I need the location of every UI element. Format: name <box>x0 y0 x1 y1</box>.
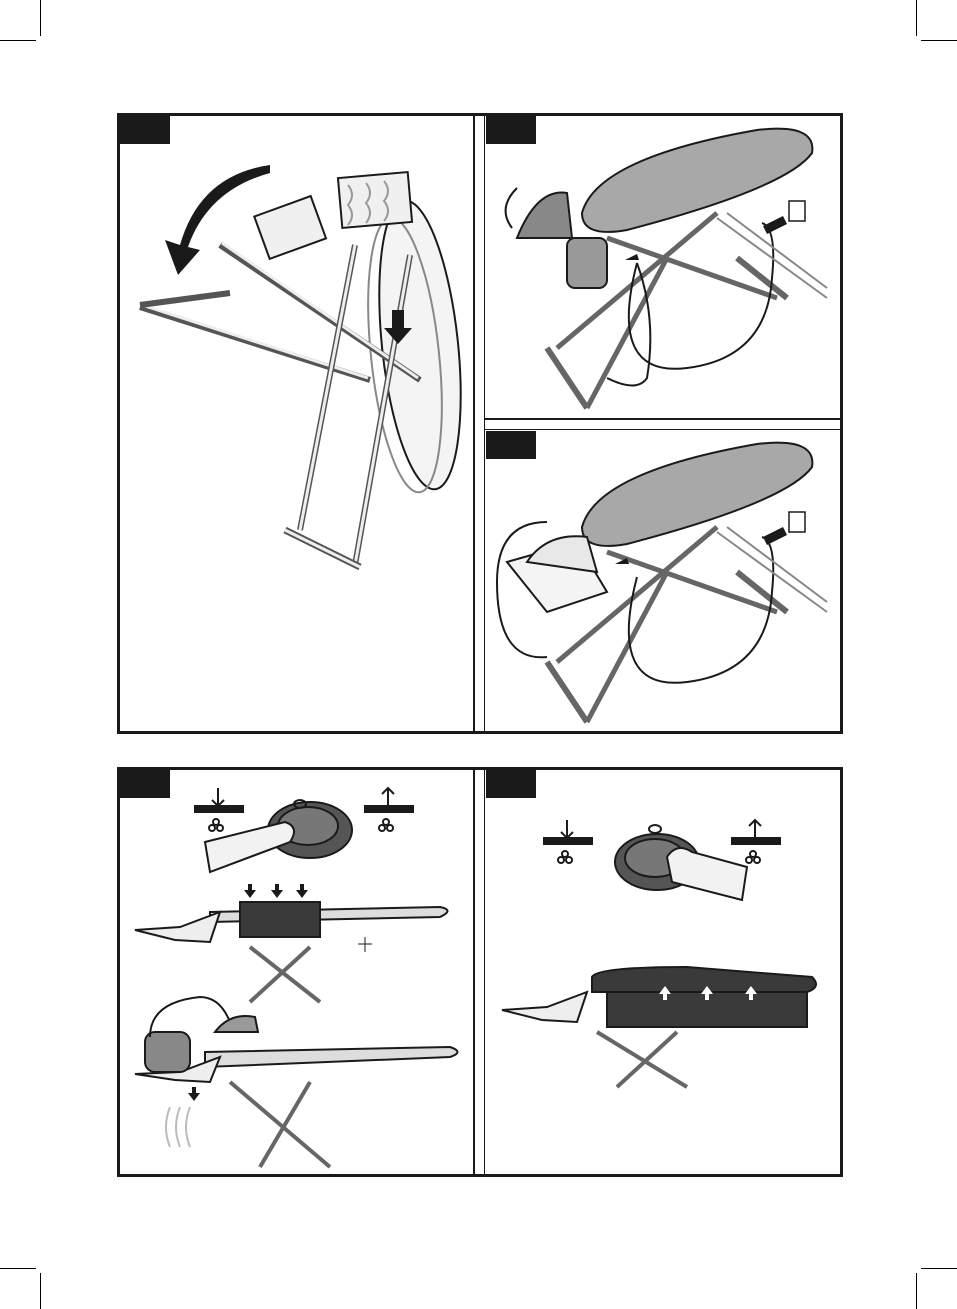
iron-icon <box>215 1016 258 1032</box>
down-arrow-icon <box>271 884 283 898</box>
steam-generator-icon <box>145 1032 190 1072</box>
connect-steam-generator-illustration <box>487 118 837 416</box>
wall-socket-icon <box>789 201 805 221</box>
blow-symbol-icon <box>365 788 413 831</box>
frame-divider <box>484 418 840 420</box>
ironing-board <box>592 967 816 992</box>
crop-mark <box>916 1273 917 1309</box>
iron-icon <box>517 193 572 238</box>
blow-symbol-icon <box>732 820 780 863</box>
fold-stand-illustration <box>120 145 470 585</box>
connect-iron-illustration <box>487 432 837 730</box>
frame-divider <box>484 113 485 734</box>
crop-mark <box>0 40 36 41</box>
plug-icon <box>763 216 787 234</box>
figure-tab <box>120 116 170 144</box>
crop-mark <box>921 1268 957 1269</box>
frame-divider <box>484 429 840 430</box>
fold-arrow-icon <box>165 165 270 275</box>
crop-mark <box>40 0 41 36</box>
garment <box>240 902 320 937</box>
vacuum-symbol-icon <box>544 820 592 863</box>
blow-mode-illustration <box>487 782 837 1172</box>
hand-icon <box>667 848 747 900</box>
wall-socket-icon <box>789 512 805 532</box>
down-arrow-icon <box>296 884 308 898</box>
crop-mark <box>916 0 917 36</box>
down-arrow-icon <box>188 1087 200 1101</box>
frame-divider <box>473 767 475 1177</box>
plug-icon <box>763 527 787 545</box>
crop-mark <box>0 1268 36 1269</box>
steam-generator-icon <box>567 238 607 288</box>
down-arrow-icon <box>244 884 256 898</box>
vacuum-mode-illustration <box>120 782 470 1172</box>
vacuum-symbol-icon <box>195 788 243 831</box>
ironing-board <box>582 129 812 232</box>
crop-mark <box>921 40 957 41</box>
clothes-rack <box>338 172 412 228</box>
frame-divider <box>484 767 485 1177</box>
crop-mark <box>40 1273 41 1309</box>
frame-divider <box>473 113 475 734</box>
board-surface <box>367 197 470 493</box>
